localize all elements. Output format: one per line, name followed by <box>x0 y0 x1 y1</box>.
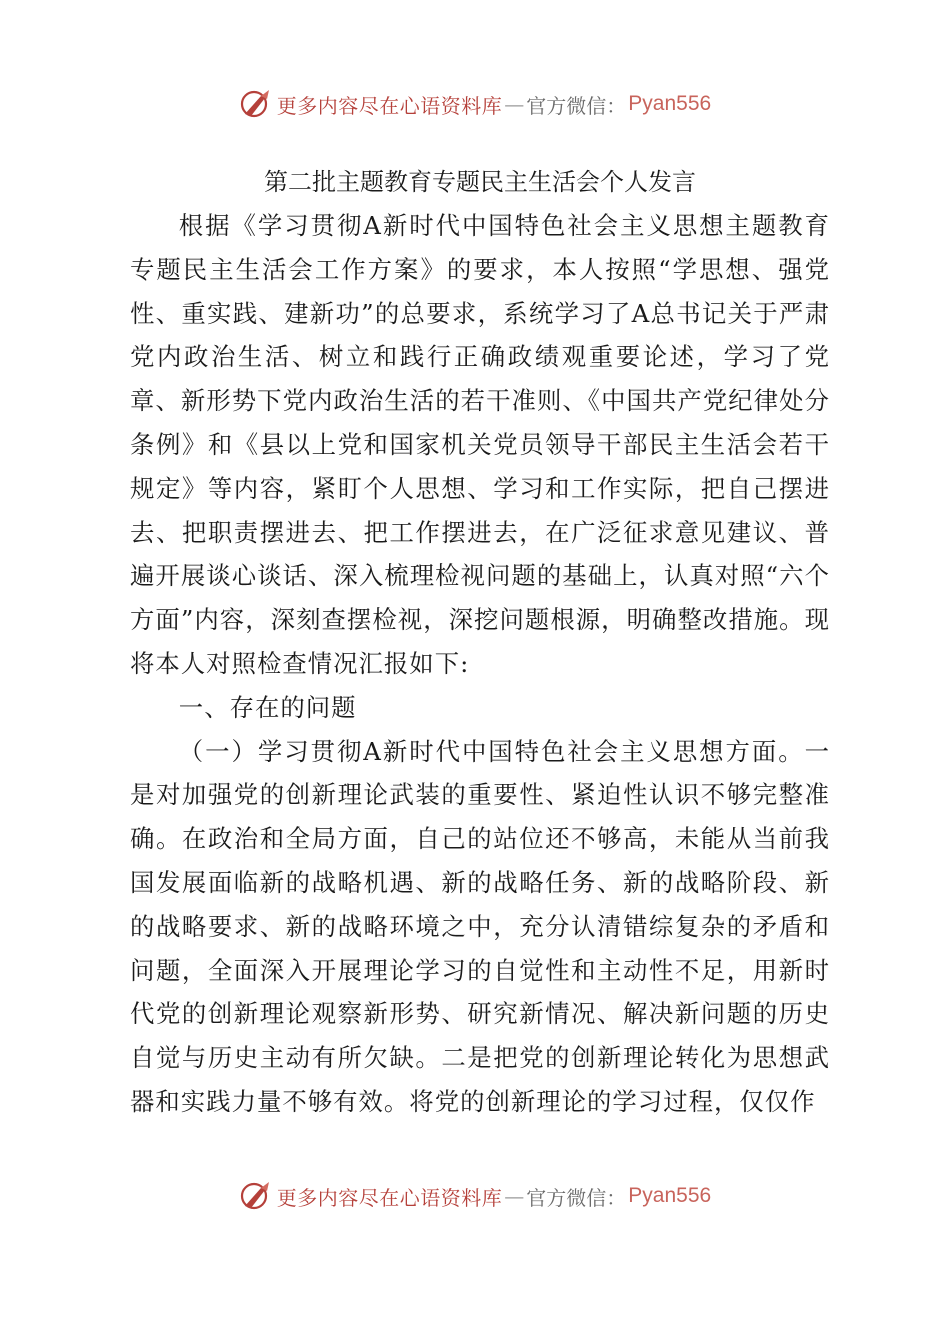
banner-separator: — <box>504 92 525 116</box>
banner-wechat-label: 官方微信： <box>526 93 627 118</box>
document-title: 第二批主题教育专题民主生活会个人发言 <box>264 168 696 196</box>
footer-banner <box>0 1174 950 1218</box>
banner-wechat-label: 官方微信： <box>526 1185 627 1210</box>
banner-wechat-id: Pyan556 <box>628 1184 712 1207</box>
intro-paragraph: 根据《学习贯彻A新时代中国特色社会主义思想主题教育专题民主生活会工作方案》的要求，本人按照“学思想、强党性、重实践、建新功”的总要求，系统学习了A总书记关于严肃党内政治生活、树立和践行正确政绩观重要论述，学习了党章、新形势下党内政治生活的若干准则、《中国共产党纪律处分条例》和《县以上党和国家机关党员领导干部民主生活会若干规定》等内容，紧盯个人思想、学习和工作实际，把自己摆进去、把职责摆进去、把工作摆进去，在广泛征求意见建议、普遍开展谈心谈话、深入梳理检视问题的基础上，认真对照“六个方面”内容，深刻查摆检视，深挖问题根源，明确整改措施。现将本人对照检查情况汇报如下: <box>130 211 830 678</box>
document-body <box>130 160 830 1124</box>
pen-logo-icon <box>239 1179 273 1213</box>
banner-brand-text: 更多内容尽在心语资料库 <box>276 93 503 118</box>
banner-wechat-id: Pyan556 <box>628 92 712 115</box>
banner-brand-text: 更多内容尽在心语资料库 <box>276 1185 503 1210</box>
section-heading: 一、存在的问题 <box>178 692 357 722</box>
pen-logo-icon <box>239 87 273 121</box>
section-paragraph: （一）学习贯彻A新时代中国特色社会主义思想方面。一是对加强党的创新理论武装的重要性、紧迫性认识不够完整准确。在政治和全局方面，自己的站位还不够高，未能从当前我国发展面临新的战略机遇、新的战略任务、新的战略阶段、新的战略要求、新的战略环境之中，充分认清错综复杂的矛盾和问题，全面深入开展理论学习的自觉性和主动性不足，用新时代党的创新理论观察新形势、研究新情况、解决新问题的历史自觉与历史主动有所欠缺。二是把党的创新理论转化为思想武器和实践力量不够有效。将党的创新理论的学习过程，仅仅作 <box>130 736 830 1116</box>
banner-separator: — <box>504 1184 525 1208</box>
header-banner <box>0 82 950 126</box>
